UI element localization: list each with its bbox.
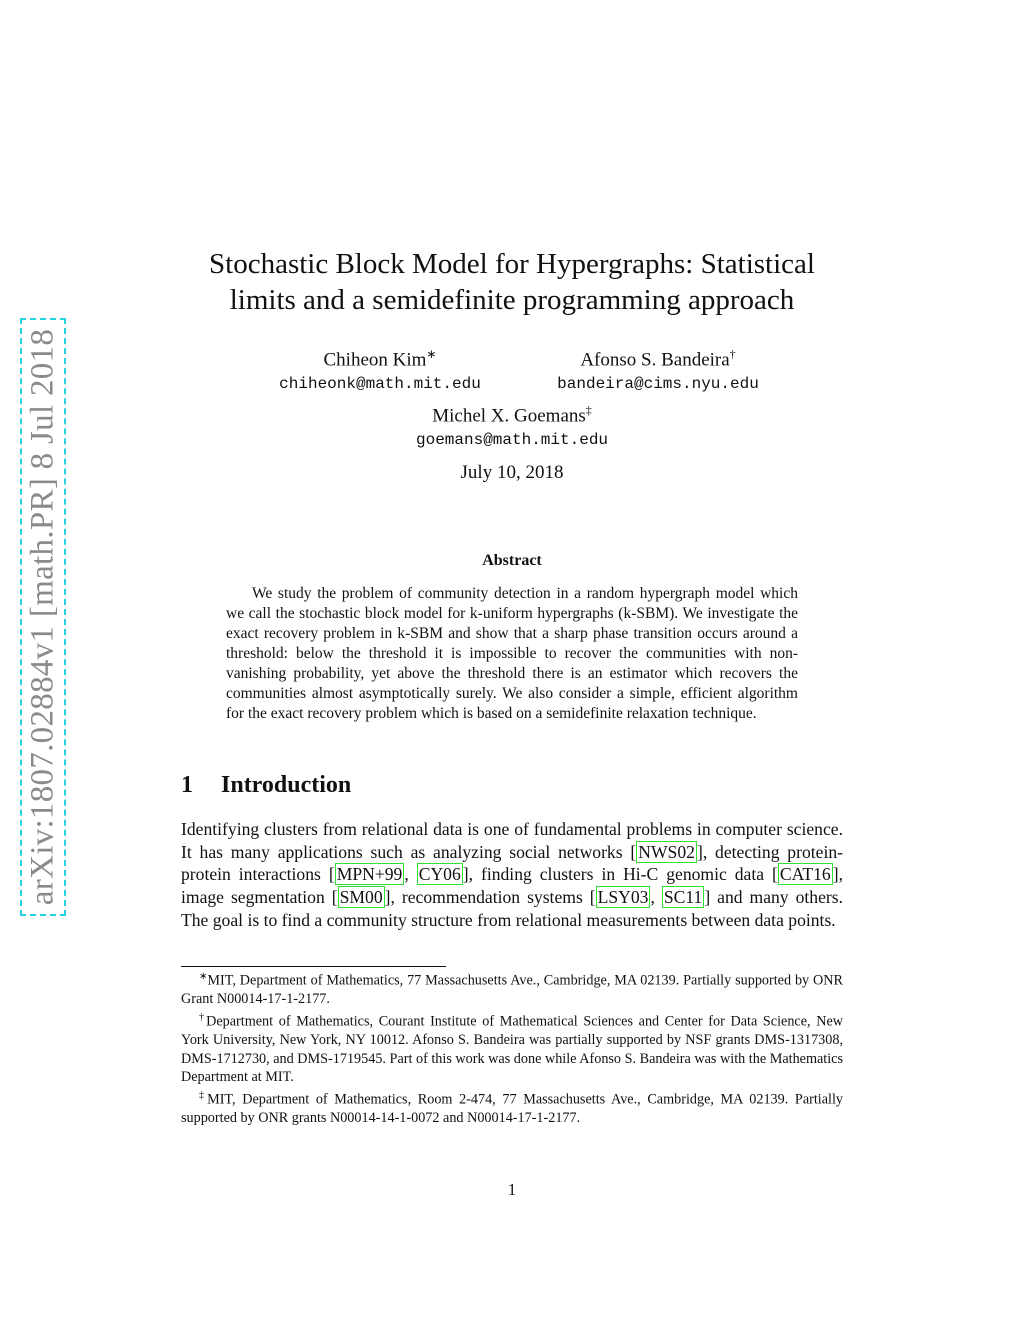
author-name: Chiheon Kim [323,349,427,371]
author-email: bandeira@cims.nyu.edu [557,375,759,394]
citation-bracket: [ [589,887,596,908]
author-name-line [352,398,672,428]
citation-link[interactable]: LSY03 [597,887,649,908]
citation-bracket: [ [328,864,335,885]
arxiv-stamp[interactable] [20,318,66,916]
intro-text: Identifying clusters from relational data is one of fundamental problems in computer science. It has many applications such as analyzing social networks [181,819,843,862]
intro-text: , [650,887,662,908]
arxiv-identifier[interactable]: arXiv:1807.02884v1 [math.PR] 8 Jul 2018 [24,328,61,906]
author-block [220,342,540,396]
footnote [181,1087,843,1128]
author-footnote-mark[interactable]: ∗ [426,347,437,361]
footnote-text: Department of Mathematics, Courant Institute of Mathematical Sciences and Center for Data Science, New York University, New York, NY 10012. Afonso S. Bandeira was partially supported by NSF grants DMS-1317308, DMS-1712730, and DMS-1719545. Part of this work was done while Afonso S. Bandeira was with the Mathematics Department at MIT. [181,1013,844,1086]
author-name: Michel X. Goemans [432,405,586,427]
abstract-text: We study the problem of community detection in a random hypergraph model which we call the stochastic block model for k-uniform hypergraphs (k-SBM). We investigate the exact recovery problem in k-SBM and show that a sharp phase transition occurs around a threshold: below the threshold it is impossible to recover the communities with non-vanishing probability, yet above the threshold there is an estimator which recovers the communities almost asymptotically surely. We also consider a simple, efficient algorithm for the exact recovery problem which is based on a semidefinite relaxation technique. [226,585,798,722]
author-block [498,342,818,396]
author-footnote-mark[interactable]: ‡ [585,403,592,417]
paper-title [150,246,874,318]
title-line-1: Stochastic Block Model for Hypergraphs: Statistical [209,248,815,280]
intro-text: , recommendation systems [390,887,590,908]
intro-text: , [404,864,417,885]
footnote [181,968,843,1009]
intro-text: and many others. The goal is to find a community structure from relational measurements between data points. [181,887,843,930]
citation-bracket: ] [384,887,391,908]
publication-date: July 10, 2018 [460,462,564,483]
title-line-2: limits and a semidefinite programming approach [229,284,795,316]
footnote [181,1009,843,1087]
citation-link[interactable]: CAT16 [779,864,831,885]
author-footnote-mark[interactable]: † [729,347,736,361]
author-email: goemans@math.mit.edu [415,431,609,450]
footnote-mark: † [199,1011,207,1023]
citation-bracket: [ [772,864,778,885]
footnote-mark: ∗ [199,971,208,982]
footnote-mark: ‡ [199,1090,208,1102]
author-name-line [498,342,818,372]
intro-text: , detecting protein-protein interactions [181,841,843,885]
citation-link[interactable]: SC11 [663,887,703,908]
author-block [352,398,672,452]
page-number: 1 [507,1180,517,1199]
footnote-text: MIT, Department of Mathematics, 77 Massachusetts Ave., Cambridge, MA 02139. Partially supported by ONR Grant N00014-17-1-2177. [181,972,843,1008]
footnotes [181,968,843,1128]
author-name-line [220,342,540,372]
citation-bracket: [ [331,887,338,908]
author-name: Afonso S. Bandeira [580,349,730,371]
citation-bracket: ] [832,864,839,885]
citation-link[interactable]: SM00 [339,887,383,908]
citation-link[interactable]: CY06 [418,864,461,885]
citation-bracket: ] [696,841,703,862]
section-heading [181,772,351,799]
section-title: Introduction [221,772,352,798]
introduction-paragraph [181,818,843,932]
footnote-text: MIT, Department of Mathematics, Room 2-474, 77 Massachusetts Ave., Cambridge, MA 02139. Partially supported by ONR grants N00014-14-1-0072 and N00014-17-1-2177. [181,1091,843,1127]
footnote-divider [181,966,446,967]
author-email: chiheonk@math.mit.edu [279,375,481,394]
intro-text: , finding clusters in Hi-C genomic data [468,864,773,885]
citation-bracket: ] [704,887,711,908]
intro-text: , image segmentation [181,864,843,908]
abstract-heading: Abstract [482,552,542,569]
section-number: 1 [181,772,193,798]
citation-link[interactable]: NWS02 [638,841,695,862]
citation-link[interactable]: MPN+99 [336,864,403,885]
citation-bracket: ] [462,864,469,885]
citation-bracket: [ [630,841,637,862]
